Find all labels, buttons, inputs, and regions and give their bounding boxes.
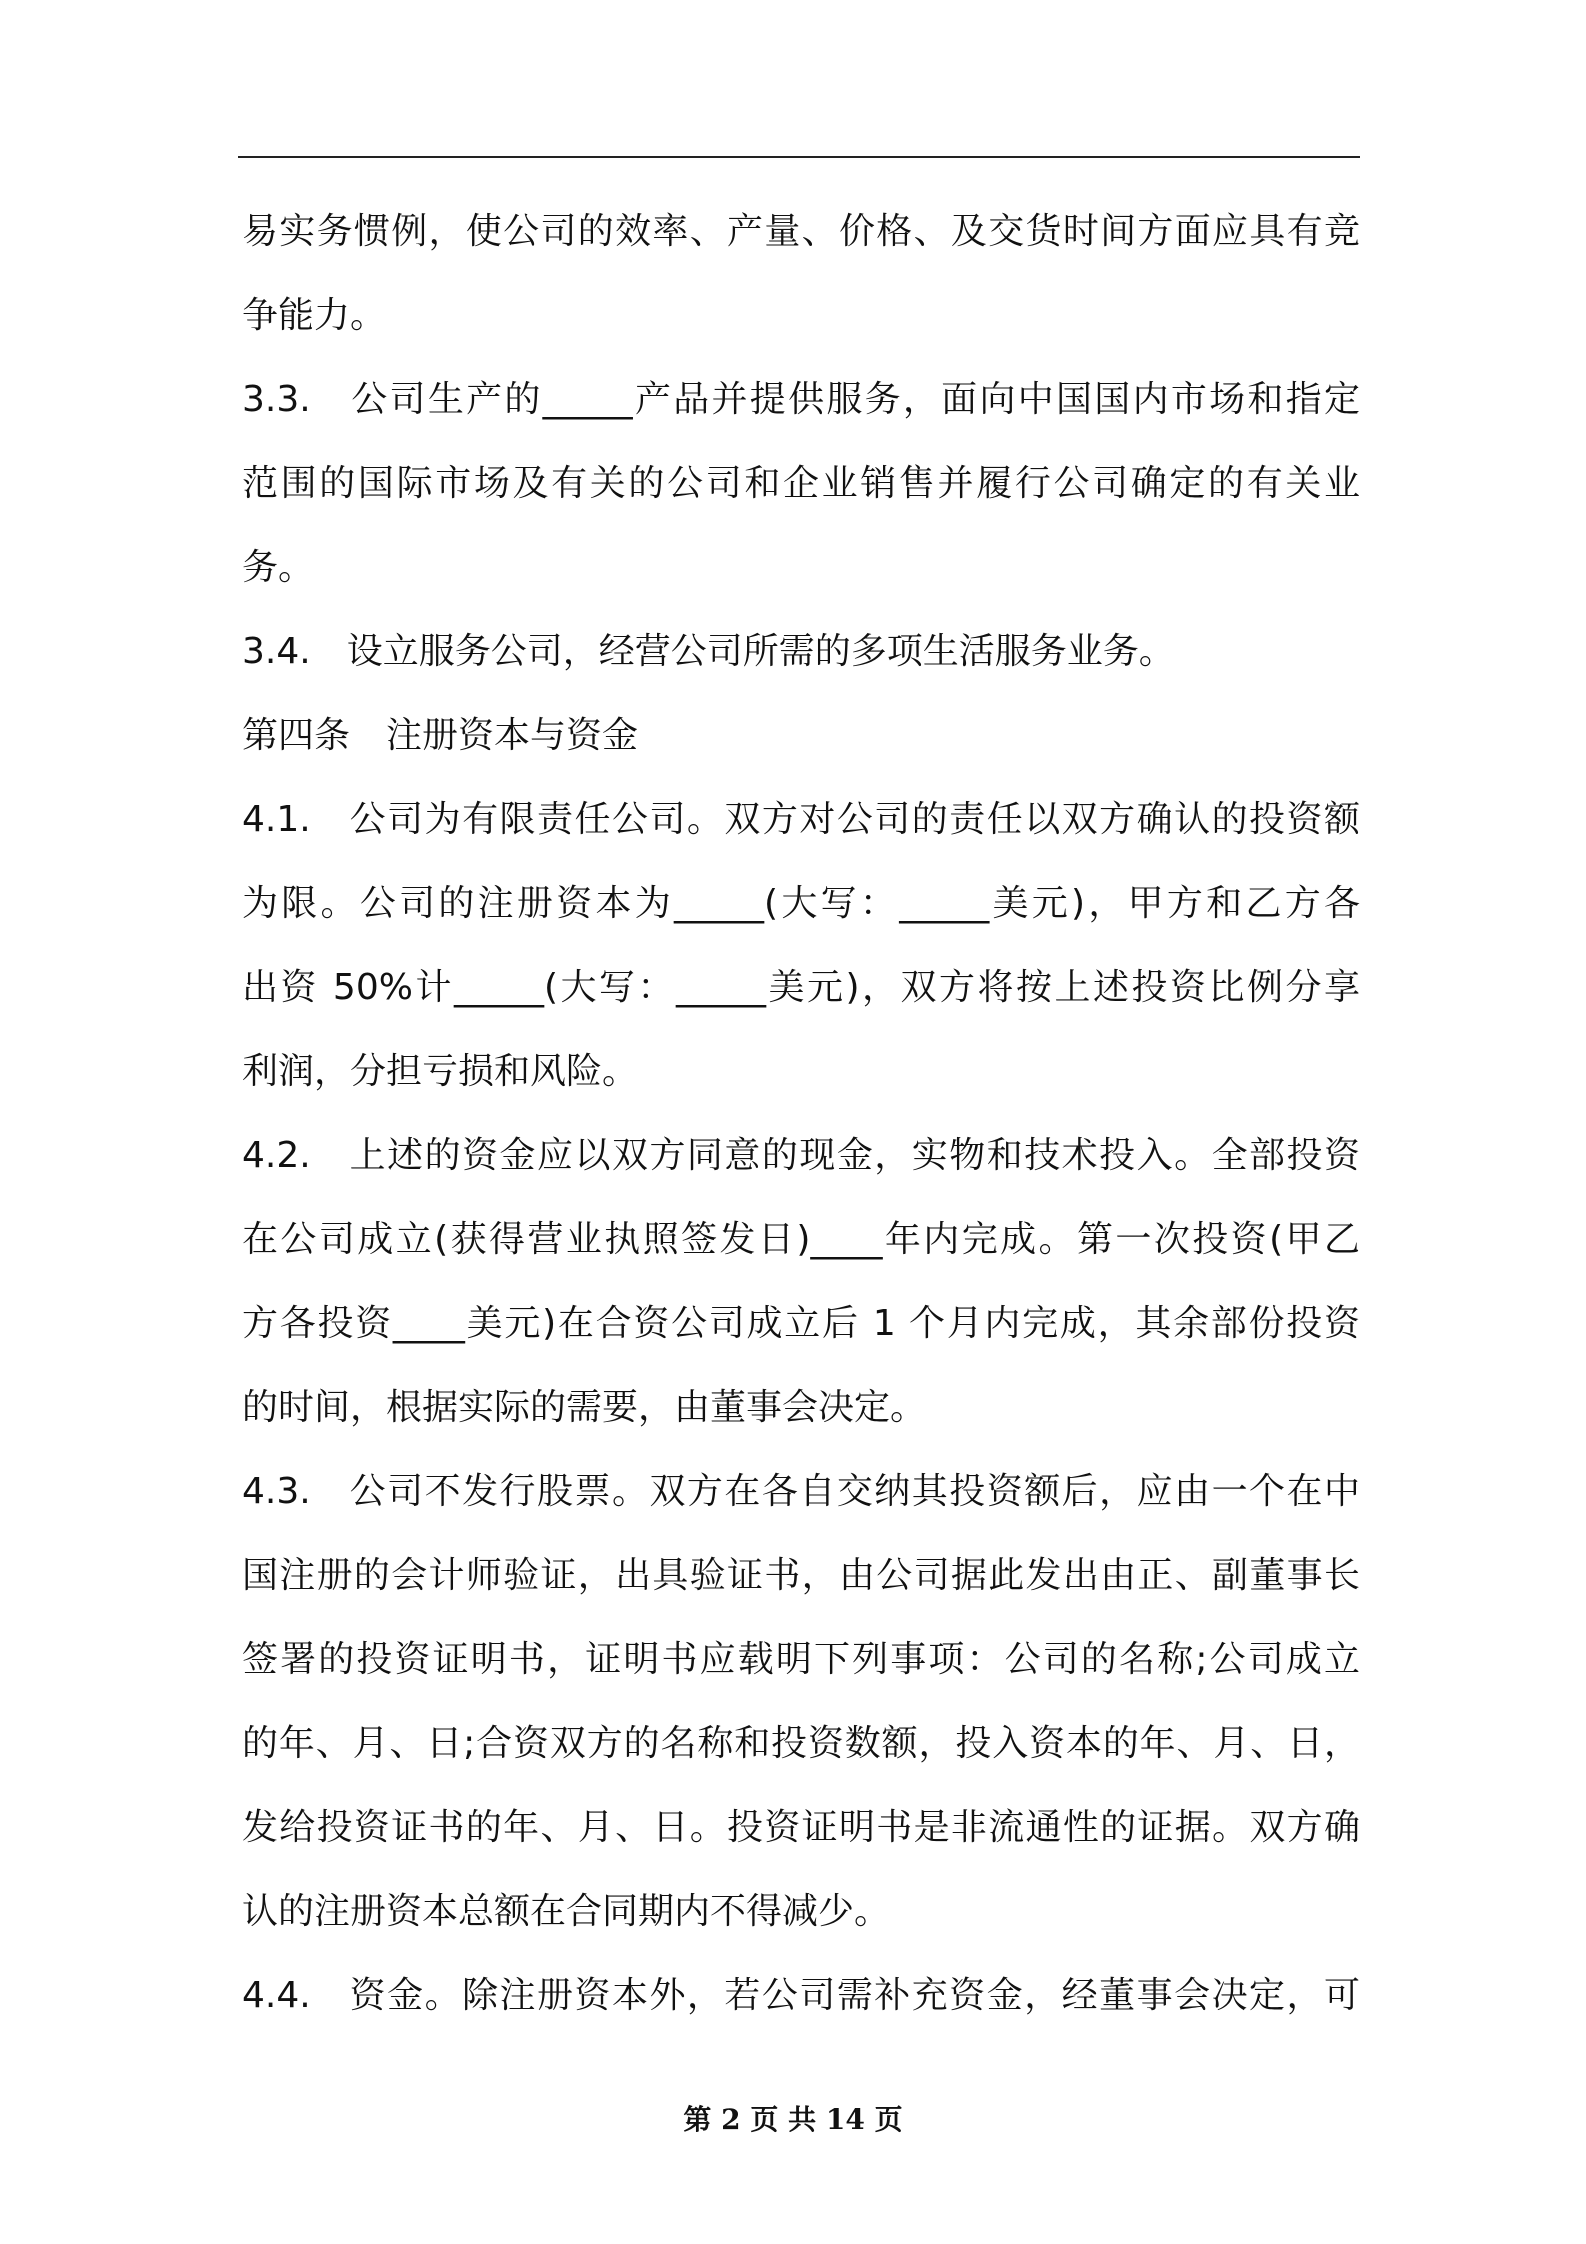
text-line: 4.1. 公司为有限责任公司。双方对公司的责任以双方确认的投资额: [242, 799, 1360, 840]
text-line: 签署的投资证明书，证明书应载明下列事项：公司的名称;公司成立: [242, 1639, 1360, 1680]
text-line: 3.3. 公司生产的_____产品并提供服务，面向中国国内市场和指定: [242, 379, 1360, 420]
section-heading: 第四条 注册资本与资金: [242, 715, 639, 756]
text-line: 的时间，根据实际的需要，由董事会决定。: [242, 1387, 927, 1428]
text-line: 范围的国际市场及有关的公司和企业销售并履行公司确定的有关业: [242, 463, 1360, 504]
text-line: 方各投资____美元)在合资公司成立后 1 个月内完成，其余部份投资: [242, 1303, 1360, 1344]
document-body: [242, 190, 1360, 2038]
text-line: 为限。公司的注册资本为_____(大写：_____美元)，甲方和乙方各: [242, 883, 1360, 924]
page-number-footer: 第 2 页 共 14 页: [683, 2103, 903, 2136]
text-line: 认的注册资本总额在合同期内不得减少。: [242, 1891, 891, 1932]
text-line: 国注册的会计师验证，出具验证书，由公司据此发出由正、副董事长: [242, 1555, 1360, 1596]
text-line: 4.3. 公司不发行股票。双方在各自交纳其投资额后，应由一个在中: [242, 1471, 1360, 1512]
text-line: 务。: [242, 547, 315, 588]
text-line: 出资 50%计_____(大写：_____美元)，双方将按上述投资比例分享: [242, 967, 1360, 1008]
text-line: 发给投资证书的年、月、日。投资证明书是非流通性的证据。双方确: [242, 1807, 1360, 1848]
text-line: 在公司成立(获得营业执照签发日)____年内完成。第一次投资(甲乙: [242, 1219, 1360, 1260]
text-line: 利润，分担亏损和风险。: [242, 1051, 639, 1092]
text-line: 的年、月、日;合资双方的名称和投资数额，投入资本的年、月、日，: [242, 1723, 1360, 1764]
text-line: 易实务惯例，使公司的效率、产量、价格、及交货时间方面应具有竞: [242, 211, 1360, 252]
text-line: 4.2. 上述的资金应以双方同意的现金，实物和技术投入。全部投资: [242, 1135, 1360, 1176]
text-line: 3.4. 设立服务公司，经营公司所需的多项生活服务业务。: [242, 631, 1175, 672]
header-rule: [238, 156, 1360, 158]
text-line: 争能力。: [242, 295, 387, 336]
text-line: 4.4. 资金。除注册资本外，若公司需补充资金，经董事会决定，可: [242, 1975, 1360, 2016]
